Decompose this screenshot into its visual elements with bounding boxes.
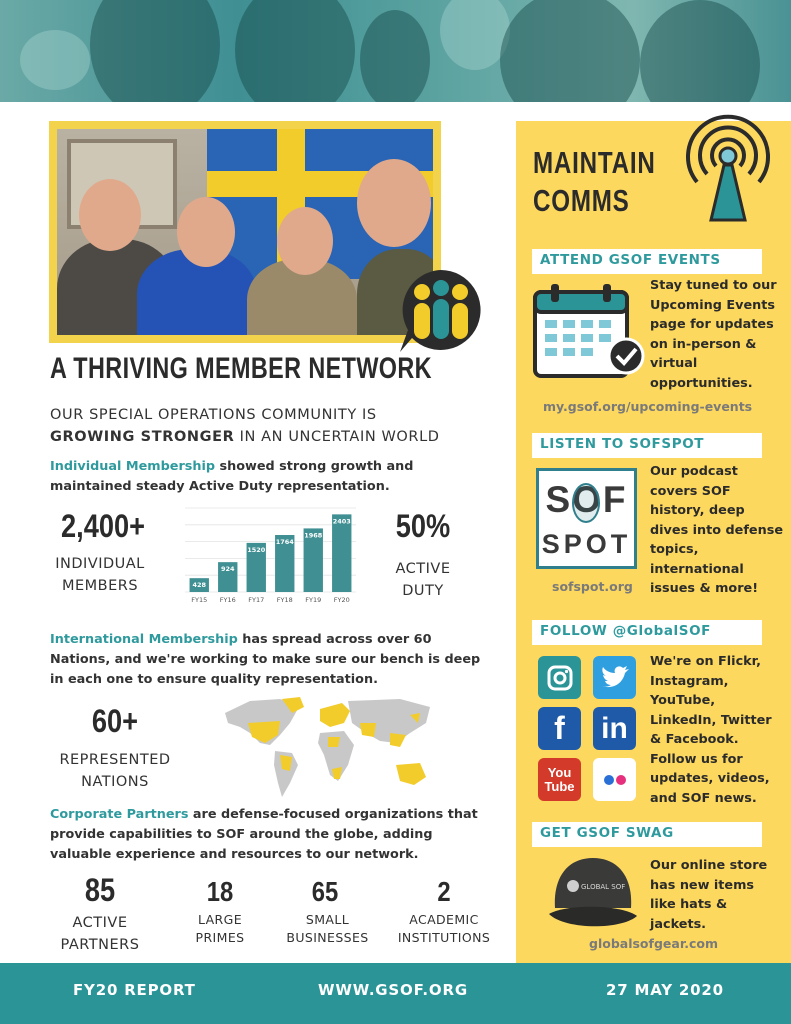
network-title: A THRIVING MEMBER NETWORK <box>50 352 432 385</box>
listen-sofspot-tab[interactable]: LISTEN TO SOFSPOT <box>532 433 762 458</box>
radio-tower-icon <box>679 112 777 224</box>
academic-institutions-label: ACADEMIC INSTITUTIONS <box>397 912 491 945</box>
sofspot-link[interactable]: sofspot.org <box>552 579 633 594</box>
linkedin-icon[interactable]: in <box>593 707 636 750</box>
sofspot-emblem-icon <box>572 483 600 523</box>
footer-report: FY20 REPORT <box>73 981 196 999</box>
active-duty-percent: 50% <box>395 508 451 544</box>
membership-bar-chart <box>183 504 358 608</box>
twitter-icon[interactable] <box>593 656 636 699</box>
chart-data-label: 2403 <box>332 517 351 526</box>
small-businesses-count: 65 <box>311 876 339 907</box>
large-primes-count: 18 <box>206 876 234 907</box>
active-partners-count: 85 <box>84 872 116 908</box>
individual-count-label: INDIVIDUAL MEMBERS <box>55 556 145 594</box>
footer-website[interactable]: WWW.GSOF.ORG <box>318 981 468 999</box>
nations-label: REPRESENTED NATIONS <box>59 752 171 790</box>
academic-institutions-count: 2 <box>437 876 451 907</box>
swag-link[interactable]: globalsofgear.com <box>589 936 718 951</box>
sofspot-description: Our podcast covers SOF history, deep dives into defense topics, international issues & more! <box>650 464 783 596</box>
footer-date: 27 MAY 2020 <box>606 981 724 999</box>
follow-description: We're on Flickr, Instagram, YouTube, LinkedIn, Twitter & Facebook. Follow us for updates, videos, and SOF news. <box>650 654 772 806</box>
corporate-partners-paragraph: Corporate Partners are defense-focused organizations that provide capabilities to SOF around the globe, adding valuable experience and resources to our network. <box>50 807 478 862</box>
individual-membership-paragraph: Individual Membership showed strong growth and maintained steady Active Duty representation. <box>50 459 414 494</box>
small-businesses-label: SMALL BUSINESSES <box>286 912 369 945</box>
community-icon <box>398 268 484 354</box>
chart-tick-label: FY17 <box>248 596 265 604</box>
events-description: Stay tuned to our Upcoming Events page for updates on in-person & virtual opportunities. <box>650 278 777 391</box>
chart-bar-fy20 <box>332 514 351 592</box>
active-duty-label: ACTIVE DUTY <box>395 561 451 599</box>
individual-count: 2,400+ <box>61 508 145 544</box>
calendar-icon <box>533 284 648 384</box>
network-subhead: OUR SPECIAL OPERATIONS COMMUNITY IS GROWING STRONGER IN AN UNCERTAIN WORLD <box>50 407 440 445</box>
sofspot-logo: SOF SPOT <box>536 468 637 569</box>
chart-tick-label: FY20 <box>333 596 350 604</box>
nations-count: 60+ <box>91 703 139 739</box>
chart-tick-label: FY18 <box>276 596 293 604</box>
youtube-icon[interactable]: You Tube <box>538 758 581 801</box>
member-photo-frame <box>49 121 441 343</box>
active-partners-label: ACTIVE PARTNERS <box>60 915 140 953</box>
facebook-icon[interactable]: f <box>538 707 581 750</box>
chart-tick-label: FY19 <box>305 596 322 604</box>
chart-data-label: 1968 <box>304 531 323 540</box>
chart-data-label: 428 <box>192 581 207 590</box>
swag-description: Our online store has new items like hats & jackets. <box>650 858 768 932</box>
international-membership-paragraph: International Membership has spread across over 60 Nations, and we're working to make sure our bench is deep in each one to ensure quality representation. <box>50 632 481 687</box>
footer-bar <box>0 963 791 1024</box>
world-map <box>220 693 438 801</box>
get-swag-tab[interactable]: GET GSOF SWAG <box>532 822 762 847</box>
follow-globalsof-tab[interactable]: FOLLOW @GlobalSOF <box>532 620 762 645</box>
flickr-icon[interactable] <box>593 758 636 801</box>
chart-tick-label: FY15 <box>191 596 208 604</box>
soldiers-banner-image <box>0 0 791 102</box>
chart-data-label: 1764 <box>275 538 294 547</box>
chart-data-label: 1520 <box>247 545 266 554</box>
events-link[interactable]: my.gsof.org/upcoming-events <box>543 399 753 414</box>
svg-text:GLOBAL SOF: GLOBAL SOF <box>581 883 626 891</box>
maintain-comms-title: MAINTAIN COMMS <box>533 145 656 218</box>
large-primes-label: LARGE PRIMES <box>195 912 245 945</box>
instagram-icon[interactable] <box>538 656 581 699</box>
member-group-photo <box>57 129 433 335</box>
chart-tick-label: FY16 <box>219 596 236 604</box>
chart-data-label: 924 <box>220 565 235 574</box>
attend-events-tab[interactable]: ATTEND GSOF EVENTS <box>532 249 762 274</box>
gsof-hat-image <box>545 848 641 936</box>
